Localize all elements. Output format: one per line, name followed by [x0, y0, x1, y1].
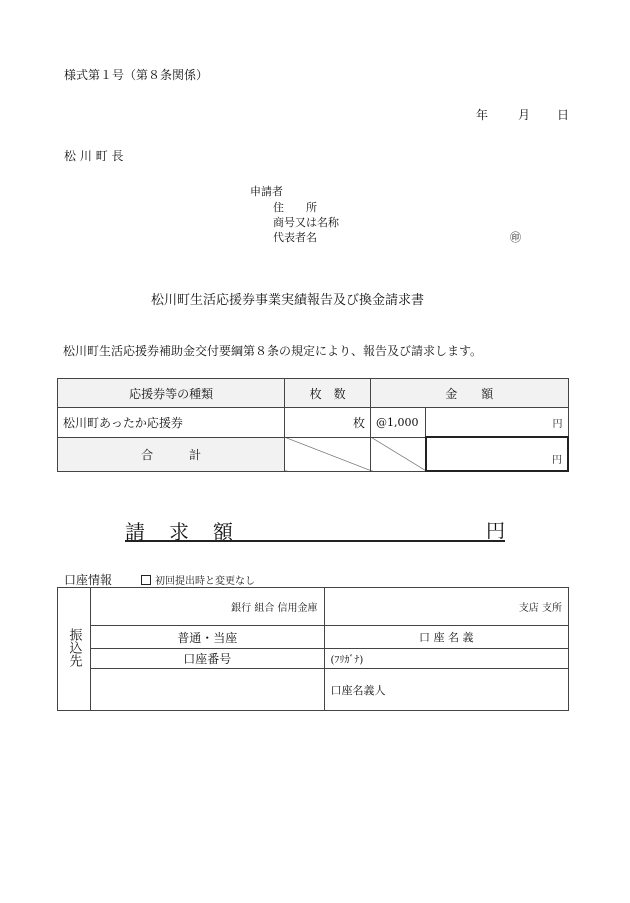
table-row: [58, 408, 569, 438]
furigana-label: (ﾌﾘｶﾞﾅ): [330, 655, 364, 666]
account-type-row: [58, 626, 569, 649]
furigana-cell[interactable]: [324, 649, 569, 669]
request-amount-field[interactable]: [125, 540, 505, 542]
row-count-cell[interactable]: [285, 408, 371, 438]
date-month: 月: [518, 108, 531, 122]
holder-cell[interactable]: [324, 669, 569, 711]
account-name-header: 口 座 名 義: [324, 626, 569, 649]
total-yen: 円: [552, 455, 562, 466]
row-yen: 円: [552, 418, 563, 430]
addressee: 松 川 町 長: [64, 149, 124, 163]
date-year: 年: [476, 108, 489, 122]
applicant-representative-label: 代表者名: [273, 231, 317, 244]
form-number: 様式第１号（第８条関係）: [64, 68, 209, 82]
request-yen: 円: [486, 520, 506, 542]
branch-types: 支店 支所: [518, 603, 562, 614]
document-title: 松川町生活応援券事業実績報告及び換金請求書: [151, 293, 425, 308]
account-type-label: 普通・当座: [177, 630, 238, 645]
account-type-cell[interactable]: [90, 626, 324, 649]
header-type: 応援券等の種類: [58, 379, 285, 408]
unit-price: @1,000: [371, 408, 426, 438]
intro-text: 松川町生活応援券補助金交付要綱第８条の規定により、報告及び請求します。: [63, 344, 483, 358]
branch-name-cell[interactable]: [324, 588, 569, 626]
account-heading: 口座情報: [64, 573, 113, 587]
transfer-label: 振込先: [66, 628, 82, 667]
total-label: 合 計: [58, 437, 285, 471]
no-change-option[interactable]: [141, 572, 255, 587]
account-number-field[interactable]: [90, 669, 324, 711]
bank-name-cell[interactable]: [90, 588, 324, 626]
total-count-void: [285, 437, 371, 471]
total-amount-cell[interactable]: [426, 437, 569, 471]
account-table: [57, 587, 569, 711]
transfer-label-cell: [58, 588, 91, 711]
header-count: 枚 数: [285, 379, 371, 408]
report-table: [57, 378, 569, 472]
no-change-label: 初回提出時と変更なし: [155, 576, 255, 587]
seal-mark: ㊞: [510, 231, 521, 244]
row-type: 松川町あったか応援券: [58, 408, 285, 438]
date-day: 日: [557, 108, 570, 122]
table-header-row: [58, 379, 569, 408]
row-amount-cell[interactable]: [426, 408, 569, 438]
bank-types: 銀行 組合 信用金庫: [231, 603, 318, 614]
account-number-label: 口座番号: [90, 649, 324, 669]
account-number-row: [58, 649, 569, 669]
request-amount-label: 請 求 額: [125, 520, 235, 544]
no-change-checkbox[interactable]: [141, 575, 151, 585]
account-number-entry-row: [58, 669, 569, 711]
applicant-company-label: 商号又は名称: [273, 216, 339, 229]
applicant-address-label: 住 所: [273, 201, 317, 214]
holder-label: 口座名義人: [330, 683, 386, 697]
header-amount: 金 額: [371, 379, 568, 408]
bank-row: [58, 588, 569, 626]
count-unit: 枚: [353, 415, 366, 430]
applicant-heading: 申請者: [250, 185, 283, 198]
total-price-void: [371, 437, 426, 471]
total-row: [58, 437, 569, 471]
